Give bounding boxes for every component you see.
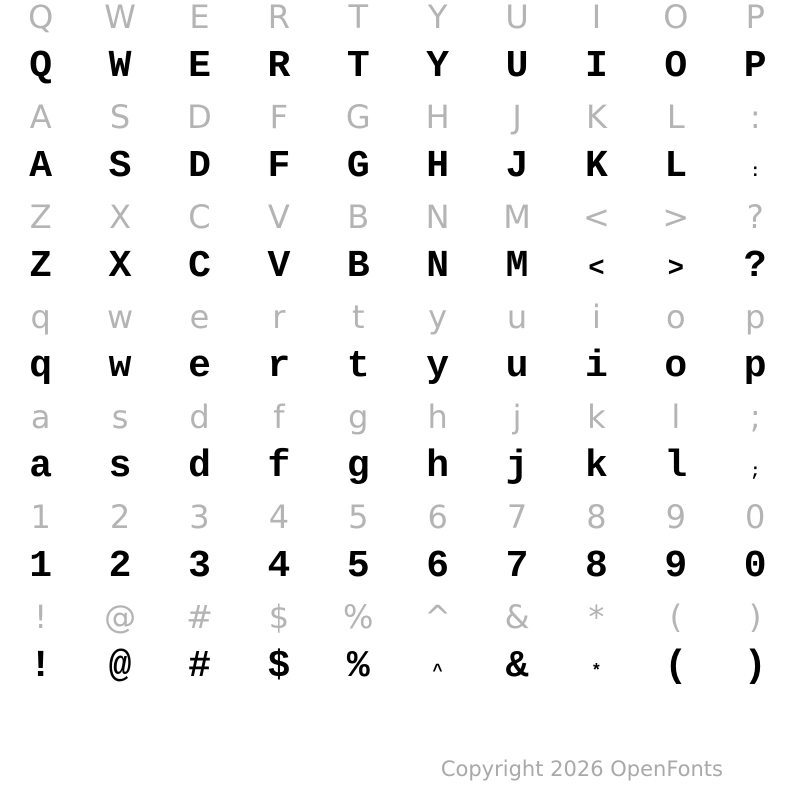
- glyph-row-reference: [1, 592, 795, 642]
- glyph-cell: 2: [109, 498, 131, 536]
- glyph-cell: 4: [267, 545, 291, 588]
- glyph-cell: Y: [426, 45, 450, 88]
- glyph-cell: L: [666, 98, 685, 136]
- glyph-cell: (: [669, 598, 683, 636]
- glyph-cell: r: [267, 345, 291, 388]
- glyph-row-specimen: [1, 442, 795, 492]
- glyph-cell: <: [583, 198, 610, 236]
- glyph-cell: J: [505, 145, 529, 188]
- glyph-cell: G: [346, 145, 370, 188]
- glyph-cell: N: [426, 245, 450, 288]
- glyph-cell: 7: [505, 545, 529, 588]
- glyph-cell: 7: [506, 498, 528, 536]
- glyph-cell: l: [671, 398, 681, 436]
- glyph-cell: 3: [189, 498, 210, 536]
- glyph-row-specimen: [1, 142, 795, 192]
- glyph-cell: ?: [746, 198, 764, 236]
- glyph-cell: E: [188, 45, 211, 88]
- glyph-cell: Y: [427, 0, 448, 36]
- glyph-cell: O: [664, 45, 688, 88]
- glyph-cell: p: [745, 298, 766, 336]
- glyph-cell: k: [585, 445, 608, 488]
- glyph-cell: 5: [348, 498, 369, 536]
- glyph-cell: W: [104, 0, 136, 36]
- glyph-cell: V: [267, 245, 291, 288]
- glyph-cell: R: [267, 0, 290, 36]
- glyph-cell: T: [346, 45, 370, 88]
- glyph-cell: D: [187, 98, 212, 136]
- glyph-cell: A: [29, 98, 52, 136]
- glyph-cell: &: [504, 598, 530, 636]
- glyph-cell: i: [591, 298, 601, 336]
- glyph-cell: w: [108, 345, 132, 388]
- glyph-cell: 2: [108, 545, 132, 588]
- glyph-cell: @: [104, 598, 137, 636]
- glyph-cell: L: [664, 145, 688, 188]
- glyph-cell: P: [743, 45, 767, 88]
- glyph-cell: :: [749, 98, 761, 136]
- glyph-cell: S: [109, 98, 131, 136]
- glyph-cell: ?: [743, 245, 767, 288]
- glyph-cell: P: [745, 0, 765, 36]
- glyph-row-specimen: [1, 642, 795, 692]
- glyph-cell: I: [591, 0, 602, 36]
- glyph-cell: j: [512, 398, 522, 436]
- glyph-cell: k: [587, 398, 606, 436]
- glyph-cell: 8: [585, 545, 608, 588]
- glyph-cell: h: [426, 445, 450, 488]
- glyph-cell: t: [346, 345, 370, 388]
- glyph-cell: q: [29, 345, 53, 388]
- glyph-cell: G: [345, 98, 371, 136]
- glyph-cell: d: [188, 445, 211, 488]
- glyph-cell: C: [188, 198, 211, 236]
- glyph-row-specimen: [1, 542, 795, 592]
- glyph-cell: 3: [188, 545, 211, 588]
- glyph-cell: 5: [346, 545, 370, 588]
- glyph-cell: q: [30, 298, 51, 336]
- glyph-cell: ^: [424, 598, 452, 636]
- glyph-cell: s: [108, 445, 132, 488]
- glyph-cell: K: [585, 145, 608, 188]
- glyph-cell: >: [667, 254, 685, 285]
- glyph-cell: D: [188, 145, 211, 188]
- glyph-cell: M: [505, 245, 529, 288]
- glyph-cell: 9: [665, 498, 686, 536]
- glyph-cell: >: [662, 198, 690, 236]
- glyph-cell: #: [188, 645, 211, 688]
- glyph-cell: X: [108, 245, 132, 288]
- glyph-cell: S: [108, 145, 132, 188]
- glyph-cell: 1: [29, 545, 53, 588]
- glyph-cell: o: [666, 298, 686, 336]
- glyph-cell: H: [425, 98, 450, 136]
- glyph-cell: B: [347, 198, 370, 236]
- glyph-cell: p: [743, 345, 767, 388]
- glyph-cell: $: [267, 645, 291, 688]
- glyph-cell: o: [664, 345, 688, 388]
- glyph-cell: T: [348, 0, 369, 36]
- glyph-cell: 0: [743, 545, 767, 588]
- glyph-cell: <: [588, 254, 605, 285]
- glyph-cell: &: [505, 645, 529, 688]
- glyph-cell: s: [111, 398, 129, 436]
- glyph-cell: Q: [29, 45, 53, 88]
- glyph-cell: f: [273, 398, 285, 436]
- glyph-grid: [1, 0, 795, 692]
- glyph-cell: !: [34, 598, 48, 636]
- glyph-cell: r: [272, 298, 286, 336]
- glyph-cell: y: [426, 345, 450, 388]
- glyph-cell: (: [664, 645, 688, 688]
- glyph-cell: O: [663, 0, 689, 36]
- glyph-cell: Q: [28, 0, 54, 36]
- glyph-cell: X: [109, 198, 132, 236]
- glyph-cell: ^: [432, 663, 443, 682]
- glyph-row-reference: [1, 92, 795, 142]
- glyph-cell: K: [585, 98, 607, 136]
- glyph-cell: C: [188, 245, 211, 288]
- glyph-row-reference: [1, 492, 795, 542]
- glyph-cell: H: [426, 145, 450, 188]
- glyph-cell: ;: [749, 398, 761, 436]
- glyph-cell: U: [505, 0, 529, 36]
- glyph-cell: w: [107, 298, 134, 336]
- glyph-cell: j: [505, 445, 529, 488]
- glyph-cell: M: [503, 198, 531, 236]
- glyph-cell: h: [427, 398, 448, 436]
- glyph-cell: 6: [427, 498, 448, 536]
- glyph-cell: V: [267, 198, 290, 236]
- glyph-cell: 0: [745, 498, 766, 536]
- glyph-cell: E: [189, 0, 210, 36]
- glyph-cell: N: [425, 198, 450, 236]
- glyph-cell: Z: [29, 198, 52, 236]
- glyph-cell: !: [29, 645, 53, 688]
- glyph-cell: 1: [30, 498, 51, 536]
- glyph-row-specimen: [1, 242, 795, 292]
- glyph-cell: Z: [29, 245, 53, 288]
- glyph-cell: *: [588, 598, 605, 636]
- glyph-cell: a: [30, 398, 51, 436]
- glyph-cell: ): [743, 645, 767, 688]
- glyph-cell: 8: [586, 498, 607, 536]
- glyph-row-reference: [1, 0, 795, 42]
- glyph-cell: ): [748, 598, 762, 636]
- glyph-cell: t: [351, 298, 365, 336]
- glyph-cell: #: [186, 598, 213, 636]
- glyph-cell: y: [428, 298, 448, 336]
- glyph-cell: @: [108, 645, 132, 688]
- glyph-cell: 6: [426, 545, 450, 588]
- glyph-row-specimen: [1, 342, 795, 392]
- glyph-cell: F: [269, 98, 289, 136]
- glyph-cell: u: [506, 298, 528, 336]
- glyph-row-reference: [1, 292, 795, 342]
- glyph-cell: %: [346, 645, 370, 688]
- glyph-cell: f: [267, 445, 291, 488]
- glyph-cell: :: [750, 163, 761, 182]
- glyph-cell: g: [346, 445, 370, 488]
- glyph-cell: W: [108, 45, 132, 88]
- glyph-row-reference: [1, 192, 795, 242]
- glyph-row-reference: [1, 392, 795, 442]
- glyph-cell: U: [505, 45, 529, 88]
- glyph-cell: 4: [268, 498, 290, 536]
- glyph-cell: I: [585, 45, 608, 88]
- glyph-cell: *: [591, 663, 602, 682]
- glyph-cell: l: [664, 445, 688, 488]
- glyph-cell: J: [512, 98, 522, 136]
- glyph-cell: d: [189, 398, 210, 436]
- glyph-cell: R: [267, 45, 291, 88]
- glyph-cell: i: [585, 345, 608, 388]
- glyph-cell: $: [268, 598, 290, 636]
- glyph-cell: g: [348, 398, 369, 436]
- glyph-row-specimen: [1, 42, 795, 92]
- glyph-cell: u: [505, 345, 529, 388]
- glyph-cell: e: [189, 298, 210, 336]
- glyph-cell: A: [29, 145, 53, 188]
- glyph-cell: B: [346, 245, 370, 288]
- glyph-cell: 9: [664, 545, 688, 588]
- glyph-cell: %: [343, 598, 374, 636]
- glyph-cell: ;: [750, 463, 761, 482]
- glyph-cell: e: [188, 345, 211, 388]
- copyright-text: Copyright 2026 OpenFonts: [440, 757, 723, 781]
- glyph-cell: a: [29, 445, 53, 488]
- glyph-cell: F: [267, 145, 291, 188]
